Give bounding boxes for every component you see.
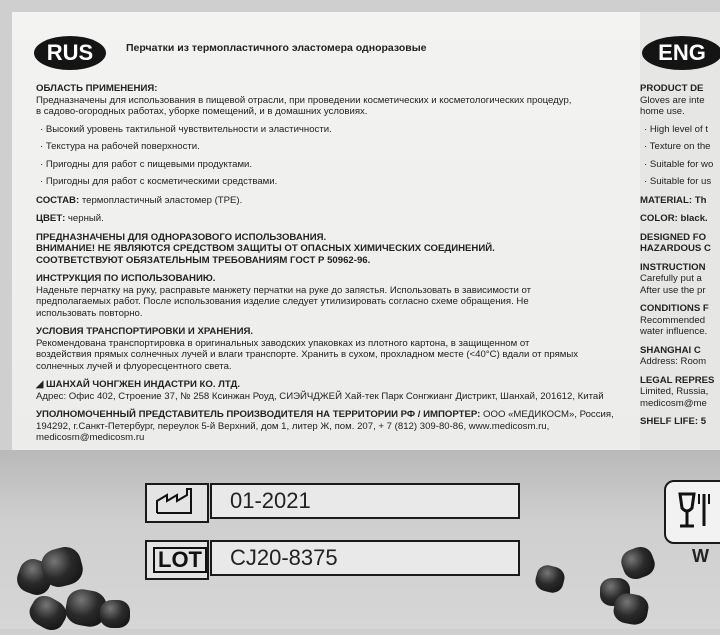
eng-line: medicosm@me bbox=[640, 397, 707, 409]
partial-letter: W bbox=[692, 546, 709, 566]
eng-line: SHELF LIFE: 5 bbox=[640, 416, 707, 427]
eng-line: After use the pr bbox=[640, 284, 706, 296]
glass-fork-icon bbox=[666, 482, 720, 538]
rus-badge: RUS bbox=[34, 36, 106, 70]
representative-email: medicosm@medicosm.ru bbox=[36, 432, 145, 443]
representative-address: 194292, г.Санкт-Петербург, переулок 5-й Верхний, дом 1, литер Ж, пом. 207, + 7 (812) 309-80-86, www.medicosm.ru, bbox=[36, 420, 550, 432]
eng-line: LEGAL REPRES bbox=[640, 374, 715, 386]
warning-line: ПРЕДНАЗНАЧЕНЫ ДЛЯ ОДНОРАЗОВОГО ИСПОЛЬЗОВАНИЯ. bbox=[36, 231, 327, 243]
color-value: черный. bbox=[65, 213, 104, 224]
feature-bullet: · Высокий уровень тактильной чувствительности и эластичности. bbox=[40, 123, 332, 135]
eng-line: HAZARDOUS C bbox=[640, 243, 711, 254]
lot-label: LOT bbox=[153, 547, 207, 573]
scope-heading: ОБЛАСТЬ ПРИМЕНЕНИЯ: bbox=[36, 83, 158, 94]
instruction-heading: ИНСТРУКЦИЯ ПО ИСПОЛЬЗОВАНИЮ. bbox=[36, 273, 216, 284]
color-line bbox=[36, 213, 626, 225]
eng-line: Recommended bbox=[640, 314, 706, 326]
manufacturer-line bbox=[36, 379, 626, 391]
manufacture-date-icon-box bbox=[145, 483, 209, 523]
eng-line: COLOR: black. bbox=[640, 213, 708, 224]
lot-number-field: CJ20-8375 bbox=[210, 540, 520, 576]
instruction-line: использовать повторно. bbox=[36, 307, 143, 319]
eng-line: water influence. bbox=[640, 326, 708, 337]
eng-line: CONDITIONS F bbox=[640, 303, 709, 314]
instruction-line: Наденьте перчатку на руку, расправьте манжету перчатки на руке до запястья. Использовать в зависимости от bbox=[36, 284, 532, 296]
transport-line: Рекомендована транспортировка в оригинальных заводских упаковках из плотного картона, в защищенном от bbox=[36, 337, 530, 349]
factory-icon: ◢ bbox=[36, 379, 47, 390]
warning-line: ВНИМАНИЕ! НЕ ЯВЛЯЮТСЯ СРЕДСТВОМ ЗАЩИТЫ ОТ ОПАСНЫХ ХИМИЧЕСКИХ СОЕДИНЕНИЙ. bbox=[36, 243, 495, 254]
factory-icon bbox=[147, 485, 207, 521]
eng-line: Carefully put a bbox=[640, 273, 702, 284]
eng-line: Address: Room bbox=[640, 356, 707, 367]
product-title: Перчатки из термопластичного эластомера одноразовые bbox=[126, 42, 427, 54]
transport-heading: УСЛОВИЯ ТРАНСПОРТИРОВКИ И ХРАНЕНИЯ. bbox=[36, 326, 254, 337]
english-text-column bbox=[640, 78, 720, 428]
scope-line: в садово-огородных работах, уборке помещений, и в домашних условиях. bbox=[36, 106, 368, 117]
eng-line: Limited, Russia, bbox=[640, 386, 709, 397]
representative-label: УПОЛНОМОЧЕННЫЙ ПРЕДСТАВИТЕЛЬ ПРОИЗВОДИТЕЛЯ НА ТЕРРИТОРИИ РФ / ИМПОРТЕР: bbox=[36, 409, 481, 420]
food-safe-icon-box bbox=[664, 480, 720, 544]
composition-line bbox=[36, 195, 626, 207]
eng-line: · Texture on the bbox=[644, 141, 711, 152]
eng-line: INSTRUCTION bbox=[640, 261, 706, 273]
eng-badge: ENG bbox=[642, 36, 720, 70]
representative-value: ООО «МЕДИКОСМ», Россия, bbox=[480, 409, 614, 420]
representative-line bbox=[36, 409, 626, 421]
eng-line: Gloves are inte bbox=[640, 94, 705, 106]
manufacture-date-field: 01-2021 bbox=[210, 483, 520, 519]
feature-bullet: · Пригодны для работ с пищевыми продуктами. bbox=[40, 158, 253, 170]
manufacturer-address: Адрес: Офис 402, Строение 37, № 258 Ксинжан Роуд, СИЭЙЧДЖЕЙ Хай-тек Парк Сонгжианг Дистрикт, Шанхай, 201612, Китай bbox=[36, 390, 604, 402]
warning-line: СООТВЕТСТВУЮТ ОБЯЗАТЕЛЬНЫМ ТРЕБОВАНИЯМ ГОСТ Р 50962-96. bbox=[36, 254, 371, 266]
russian-text-column bbox=[36, 78, 626, 462]
instruction-line: предполагаемых работ. После использования изделие следует утилизировать согласно схеме обращения. Не bbox=[36, 296, 529, 307]
eng-line: SHANGHAI C bbox=[640, 344, 701, 356]
feature-bullet: · Пригодны для работ с косметическими средствами. bbox=[40, 176, 278, 187]
transport-line: воздействия прямых солнечных лучей и влаги транспорте. Хранить в сухом, прохладном месте (<40°C) вдали от прямых bbox=[36, 349, 579, 360]
transport-line: солнечных лучей и флуоресцентного света. bbox=[36, 360, 232, 372]
eng-line: · Suitable for us bbox=[644, 176, 712, 187]
eng-line: · High level of t bbox=[644, 123, 708, 135]
eng-line: · Suitable for wo bbox=[644, 158, 714, 170]
feature-bullet: · Текстура на рабочей поверхности. bbox=[40, 141, 200, 152]
eng-line: PRODUCT DE bbox=[640, 83, 704, 94]
eng-line: DESIGNED FO bbox=[640, 231, 707, 243]
scope-line: Предназначены для использования в пищевой отрасли, при проведении косметических и косметологических процедур, bbox=[36, 94, 572, 106]
eng-line: MATERIAL: Th bbox=[640, 194, 707, 206]
manufacturer-name: ШАНХАЙ ЧОНГЖЕН ИНДАСТРИ КО. ЛТД. bbox=[46, 379, 241, 390]
composition-value: термопластичный эластомер (TPE). bbox=[79, 194, 243, 206]
eng-line: home use. bbox=[640, 106, 685, 117]
lot-icon-box bbox=[145, 540, 209, 580]
composition-label: СОСТАВ: bbox=[36, 194, 80, 206]
decorative-bead bbox=[100, 600, 130, 628]
color-label: ЦВЕТ: bbox=[36, 213, 66, 224]
